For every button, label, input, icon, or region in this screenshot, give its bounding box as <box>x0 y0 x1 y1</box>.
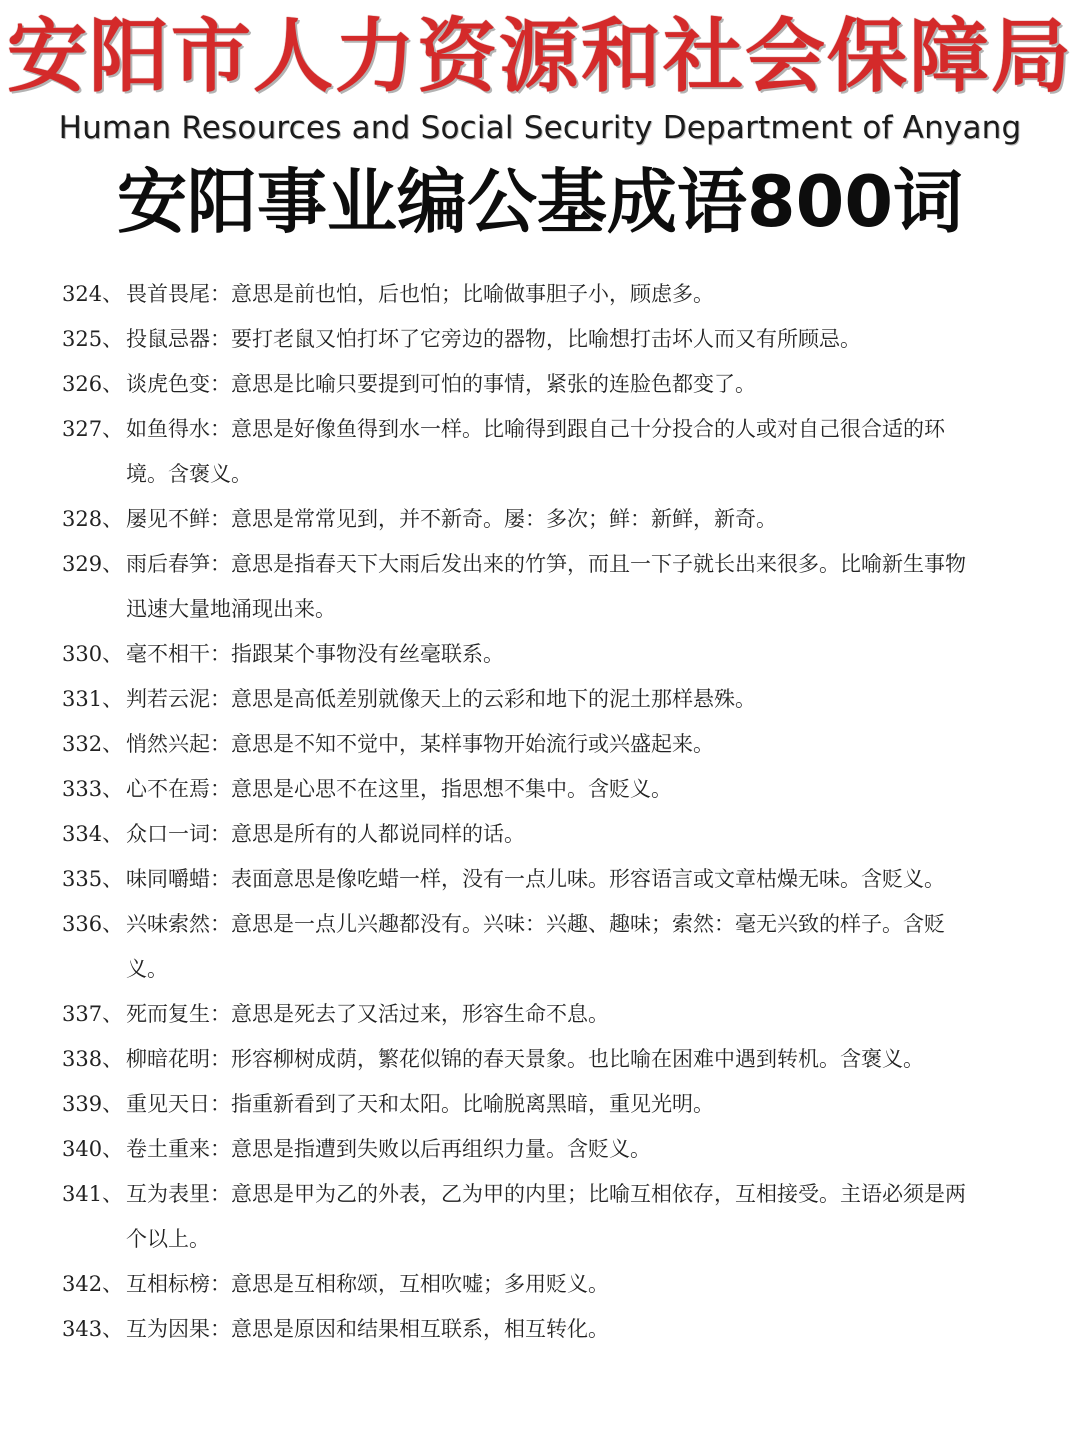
entry-text <box>88 407 982 497</box>
idiom-entry <box>62 407 982 497</box>
entry-text <box>88 677 982 722</box>
idiom-definition: 意思是常常见到，并不新奇。屡：多次；鲜：新鲜，新奇。 <box>231 507 777 531</box>
idiom-entry <box>62 362 982 407</box>
idiom-entry <box>62 1082 982 1127</box>
idiom-term: 心不在焉 ： <box>126 777 231 801</box>
idiom-definition: 意思是前也怕，后也怕；比喻做事胆子小，顾虑多。 <box>231 282 714 306</box>
entry-number: 341 、 <box>62 1172 126 1217</box>
idiom-entry <box>62 1307 982 1352</box>
idiom-definition: 意思是高低差别就像天上的云彩和地下的泥土那样悬殊。 <box>231 687 756 711</box>
entry-text <box>88 1037 982 1082</box>
idiom-definition: 指跟某个事物没有丝毫联系。 <box>231 642 504 666</box>
idiom-definition: 指重新看到了天和太阳。比喻脱离黑暗，重见光明。 <box>231 1092 714 1116</box>
idiom-definition: 意思是一点儿兴趣都没有。兴味：兴趣、趣味；索然：毫无兴致的样子。含贬义。 <box>126 912 945 981</box>
entry-text <box>88 1262 982 1307</box>
entry-number: 331 、 <box>62 677 126 722</box>
department-name-english: Human Resources and Social Security Department of Anyang <box>58 110 1022 146</box>
entry-text <box>88 542 982 632</box>
entry-text <box>88 1307 982 1352</box>
idiom-entry <box>62 1127 982 1172</box>
idiom-term: 雨后春笋 ： <box>126 552 231 576</box>
page-title: 安阳事业编公基成语800词 <box>116 161 964 243</box>
idiom-term: 重见天日 ： <box>126 1092 231 1116</box>
entry-text <box>88 362 982 407</box>
entry-number: 336 、 <box>62 902 126 947</box>
idiom-definition: 意思是互相称颂，互相吹嘘；多用贬义。 <box>231 1272 609 1296</box>
entry-number: 333 、 <box>62 767 126 812</box>
idiom-definition: 意思是心思不在这里，指思想不集中。含贬义。 <box>231 777 672 801</box>
idiom-entry <box>62 632 982 677</box>
idiom-entry <box>62 722 982 767</box>
entry-number: 342 、 <box>62 1262 126 1307</box>
idiom-list <box>62 272 982 1352</box>
idiom-term: 卷土重来 ： <box>126 1137 231 1161</box>
entry-number: 337 、 <box>62 992 126 1037</box>
idiom-definition: 要打老鼠又怕打坏了它旁边的器物，比喻想打击坏人而又有所顾忌。 <box>231 327 861 351</box>
idiom-definition: 意思是比喻只要提到可怕的事情，紧张的连脸色都变了。 <box>231 372 756 396</box>
entry-text <box>88 812 982 857</box>
idiom-definition: 意思是指春天下大雨后发出来的竹笋，而且一下子就长出来很多。比喻新生事物迅速大量地涌现出来。 <box>126 552 966 621</box>
entry-text <box>88 497 982 542</box>
idiom-entry <box>62 317 982 362</box>
department-name-chinese: 安阳市人力资源和社会保障局 <box>7 9 1073 103</box>
idiom-definition: 表面意思是像吃蜡一样，没有一点儿味。形容语言或文章枯燥无味。含贬义。 <box>231 867 945 891</box>
entry-number: 328 、 <box>62 497 126 542</box>
idiom-term: 谈虎色变 ： <box>126 372 231 396</box>
idiom-definition: 意思是好像鱼得到水一样。比喻得到跟自己十分投合的人或对自己很合适的环境。含褒义。 <box>126 417 945 486</box>
idiom-entry <box>62 1172 982 1262</box>
entry-number: 325 、 <box>62 317 126 362</box>
entry-text <box>88 1172 982 1262</box>
idiom-term: 屡见不鲜 ： <box>126 507 231 531</box>
idiom-definition: 意思是指遭到失败以后再组织力量。含贬义。 <box>231 1137 651 1161</box>
entry-number: 332 、 <box>62 722 126 767</box>
idiom-term: 如鱼得水 ： <box>126 417 231 441</box>
idiom-entry <box>62 1262 982 1307</box>
idiom-definition: 意思是不知不觉中，某样事物开始流行或兴盛起来。 <box>231 732 714 756</box>
entry-text <box>88 1082 982 1127</box>
idiom-definition: 意思是死去了又活过来，形容生命不息。 <box>231 1002 609 1026</box>
idiom-entry <box>62 272 982 317</box>
entry-number: 334 、 <box>62 812 126 857</box>
idiom-definition: 意思是原因和结果相互联系，相互转化。 <box>231 1317 609 1341</box>
idiom-entry <box>62 812 982 857</box>
idiom-entry <box>62 542 982 632</box>
entry-text <box>88 767 982 812</box>
entry-number: 324 、 <box>62 272 126 317</box>
entry-text <box>88 632 982 677</box>
entry-number: 340 、 <box>62 1127 126 1172</box>
idiom-term: 互为因果 ： <box>126 1317 231 1341</box>
idiom-term: 味同嚼蜡 ： <box>126 867 231 891</box>
idiom-entry <box>62 902 982 992</box>
idiom-entry <box>62 677 982 722</box>
idiom-entry <box>62 497 982 542</box>
idiom-term: 投鼠忌器 ： <box>126 327 231 351</box>
idiom-term: 众口一词 ： <box>126 822 231 846</box>
idiom-term: 兴味索然 ： <box>126 912 231 936</box>
entry-text <box>88 272 982 317</box>
idiom-term: 畏首畏尾 ： <box>126 282 231 306</box>
idiom-definition: 形容柳树成荫，繁花似锦的春天景象。也比喻在困难中遇到转机。含褒义。 <box>231 1047 924 1071</box>
entry-text <box>88 722 982 767</box>
entry-text <box>88 992 982 1037</box>
entry-number: 343 、 <box>62 1307 126 1352</box>
entry-number: 326 、 <box>62 362 126 407</box>
entry-number: 330 、 <box>62 632 126 677</box>
idiom-term: 毫不相干 ： <box>126 642 231 666</box>
idiom-term: 柳暗花明 ： <box>126 1047 231 1071</box>
idiom-term: 互相标榜 ： <box>126 1272 231 1296</box>
header <box>0 0 1080 250</box>
entry-number: 339 、 <box>62 1082 126 1127</box>
entry-number: 338 、 <box>62 1037 126 1082</box>
entry-number: 335 、 <box>62 857 126 902</box>
idiom-entry <box>62 1037 982 1082</box>
entry-number: 327 、 <box>62 407 126 452</box>
idiom-entry <box>62 767 982 812</box>
idiom-term: 悄然兴起 ： <box>126 732 231 756</box>
entry-number: 329 、 <box>62 542 126 587</box>
idiom-entry <box>62 857 982 902</box>
entry-text <box>88 1127 982 1172</box>
entry-text <box>88 857 982 902</box>
idiom-term: 死而复生 ： <box>126 1002 231 1026</box>
idiom-term: 互为表里 ： <box>126 1182 231 1206</box>
idiom-definition: 意思是所有的人都说同样的话。 <box>231 822 525 846</box>
idiom-term: 判若云泥 ： <box>126 687 231 711</box>
idiom-definition: 意思是甲为乙的外表，乙为甲的内里；比喻互相依存，互相接受。主语必须是两个以上。 <box>126 1182 966 1251</box>
entry-text <box>88 317 982 362</box>
idiom-entry <box>62 992 982 1037</box>
entry-text <box>88 902 982 992</box>
